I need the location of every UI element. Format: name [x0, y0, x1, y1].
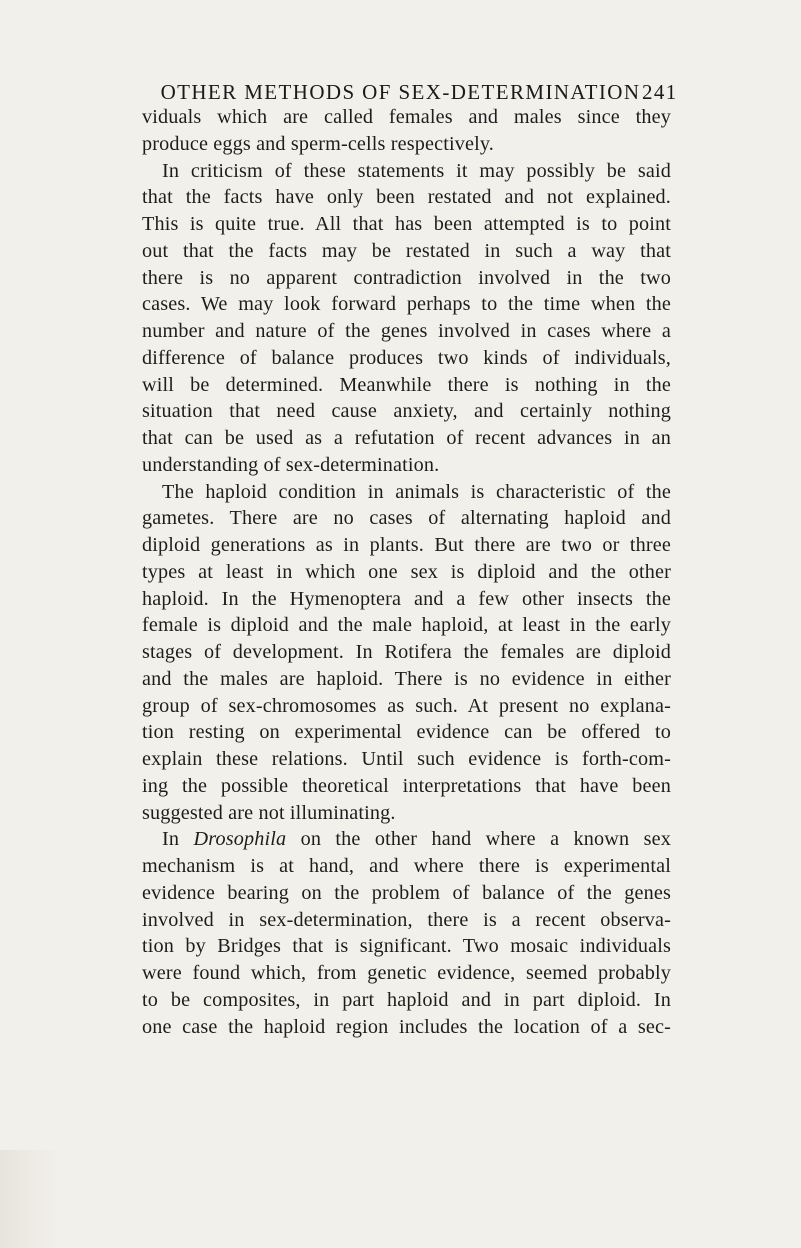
text-line: tion resting on experimental evidence can be offered to	[142, 721, 671, 744]
text-line: to be composites, in part haploid and in part diploid. In	[142, 988, 671, 1011]
text-line: tion by Bridges that is significant. Two mosaic individuals	[142, 935, 671, 958]
drosophila-suffix: on the other hand where a known sex	[286, 828, 671, 851]
page-edge-shadow	[0, 1150, 60, 1248]
text-line: will be determined. Meanwhile there is nothing in the	[142, 373, 671, 396]
text-line: In criticism of these statements it may possibly be said	[162, 159, 671, 182]
text-line: viduals which are called females and males since they	[142, 106, 671, 128]
body-text	[142, 104, 671, 1040]
text-line: haploid. In the Hymenoptera and a few other insects the	[142, 587, 671, 610]
text-line-drosophila	[142, 826, 671, 853]
page-number: 241	[642, 80, 678, 104]
text-line: number and nature of the genes involved in cases where a	[142, 320, 671, 342]
page-header	[0, 80, 801, 105]
text-line: This is quite true. All that has been attempted is to point	[142, 213, 671, 235]
text-line: group of sex-chromosomes as such. At present no explana-	[142, 694, 671, 717]
text-line: situation that need cause anxiety, and certainly nothing	[142, 400, 671, 423]
text-line: ing the possible theoretical interpretations that have been	[142, 774, 671, 797]
text-line: produce eggs and sperm-cells respectively.	[142, 132, 494, 155]
running-title: OTHER METHODS OF SEX-DETERMINATION	[160, 80, 641, 104]
drosophila-italic: Drosophila	[193, 828, 287, 851]
text-line: explain these relations. Until such evidence is forth-com-	[142, 748, 671, 770]
text-line: that the facts have only been restated and not explained.	[142, 186, 671, 209]
text-line: types at least in which one sex is diploid and the other	[142, 560, 671, 583]
text-line: involved in sex-determination, there is a recent observa-	[142, 908, 671, 931]
text-line: and the males are haploid. There is no evidence in either	[142, 667, 671, 690]
text-line: suggested are not illuminating.	[142, 801, 396, 824]
text-line: understanding of sex-determination.	[142, 453, 440, 476]
text-line: gametes. There are no cases of alternating haploid and	[142, 507, 671, 530]
text-line: out that the facts may be restated in such a way that	[142, 239, 671, 262]
text-line: difference of balance produces two kinds of individuals,	[142, 346, 671, 369]
text-line: one case the haploid region includes the location of a sec-	[142, 1015, 671, 1038]
text-line: stages of development. In Rotifera the females are diploid	[142, 641, 671, 663]
text-line: there is no apparent contradiction involved in the two	[142, 266, 671, 289]
text-line: female is diploid and the male haploid, at least in the early	[142, 614, 671, 637]
text-line: evidence bearing on the problem of balance of the genes	[142, 881, 671, 904]
text-line: mechanism is at hand, and where there is experimental	[142, 855, 671, 877]
text-line: cases. We may look forward perhaps to the time when the	[142, 293, 671, 316]
text-line: were found which, from genetic evidence, seemed probably	[142, 962, 671, 984]
text-line: that can be used as a refutation of recent advances in an	[142, 427, 671, 449]
text-line: diploid generations as in plants. But there are two or three	[142, 534, 671, 556]
drosophila-prefix: In	[162, 828, 194, 851]
text-line: The haploid condition in animals is characteristic of the	[162, 480, 671, 503]
